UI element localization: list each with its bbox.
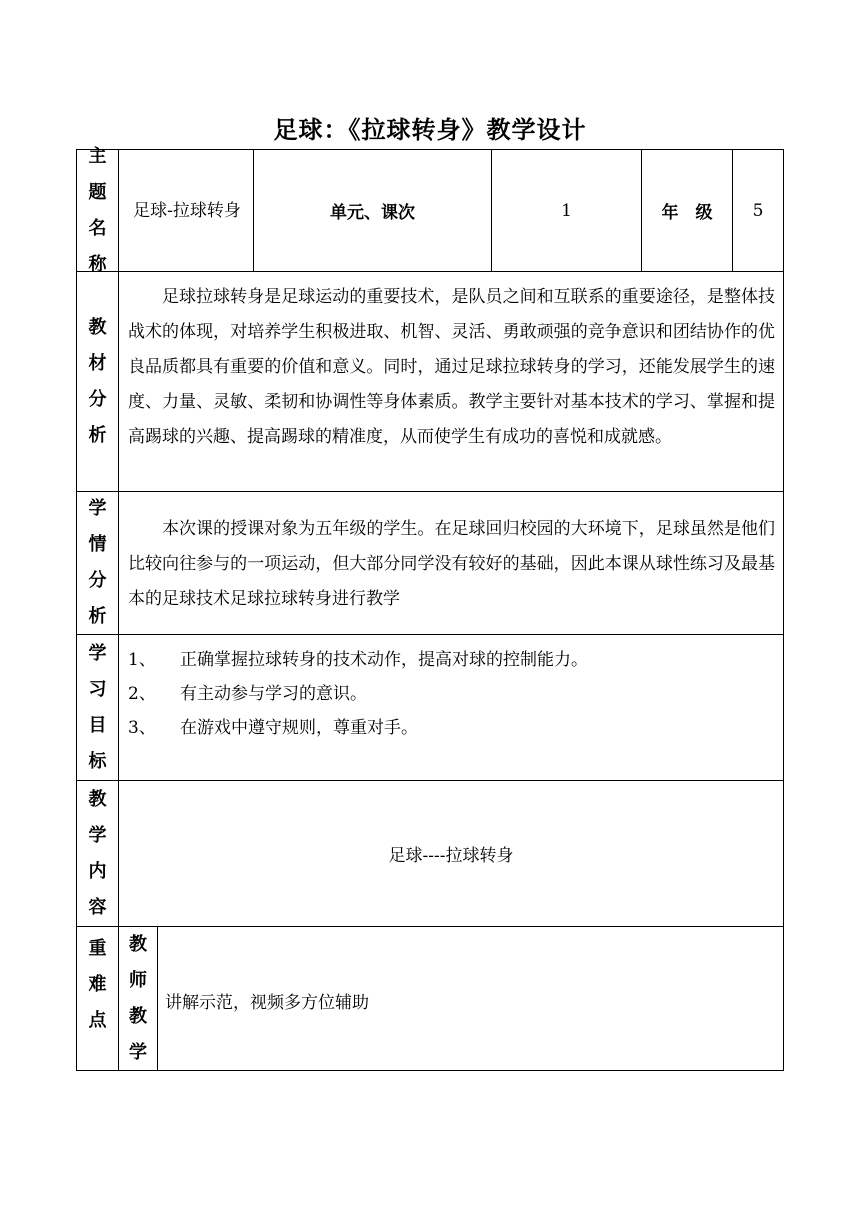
learning-goals-label: 学 习 目 标 [88, 642, 107, 772]
teacher-teaching-text: 讲解示范，视频多方位辅助 [165, 993, 369, 1013]
grade-value: 5 [752, 200, 764, 221]
key-points-label: 重 难 点 [88, 938, 107, 1031]
unit-value: 1 [561, 200, 572, 221]
material-analysis-text: 足球拉球转身是足球运动的重要技术，是队员之间和互联系的重要途径，是整体技战术的体现，对培养学生积极进取、机智、灵活、勇敢顽强的竞争意识和团结协作的优良品质都具有重要的价值和意义。同时，通过足球拉球转身的学习，还能发展学生的速度、力量、灵敏、柔韧和协调性等身体素质。教学主要针对基本技术的学习、掌握和提高踢球的兴趣、提高踢球的精准度，从而使学生有成功的喜悦和成就感。 [128, 287, 775, 447]
teaching-content-text: 足球----拉球转身 [388, 846, 514, 866]
student-analysis-label: 学 情 分 析 [88, 498, 107, 627]
list-item: 2、 有主动参与学习的意识。 [128, 684, 367, 704]
list-item: 3、 在游戏中遵守规则，尊重对手。 [128, 718, 418, 738]
learning-goals-list [128, 643, 775, 745]
unit-label: 单元、课次 [330, 203, 415, 223]
grade-label: 年 级 [661, 203, 713, 223]
document-title: 足球：《拉球转身》教学设计 [273, 116, 587, 144]
topic-name-label: 主 题 名 称 [88, 145, 107, 275]
teaching-content-label: 教 学 内 容 [88, 788, 107, 918]
teacher-teaching-label: 教 师 教 学 [129, 933, 147, 1063]
topic-name-value: 足球-拉球转身 [133, 200, 241, 221]
material-analysis-label: 教 材 分 析 [88, 316, 107, 446]
list-item: 1、 正确掌握拉球转身的技术动作，提高对球的控制能力。 [128, 650, 588, 670]
student-analysis-text: 本次课的授课对象为五年级的学生。在足球回归校园的大环境下，足球虽然是他们比较向往参与的一项运动，但大部分同学没有较好的基础，因此本课从球性练习及最基本的足球技术足球拉球转身进行教学 [128, 519, 775, 609]
